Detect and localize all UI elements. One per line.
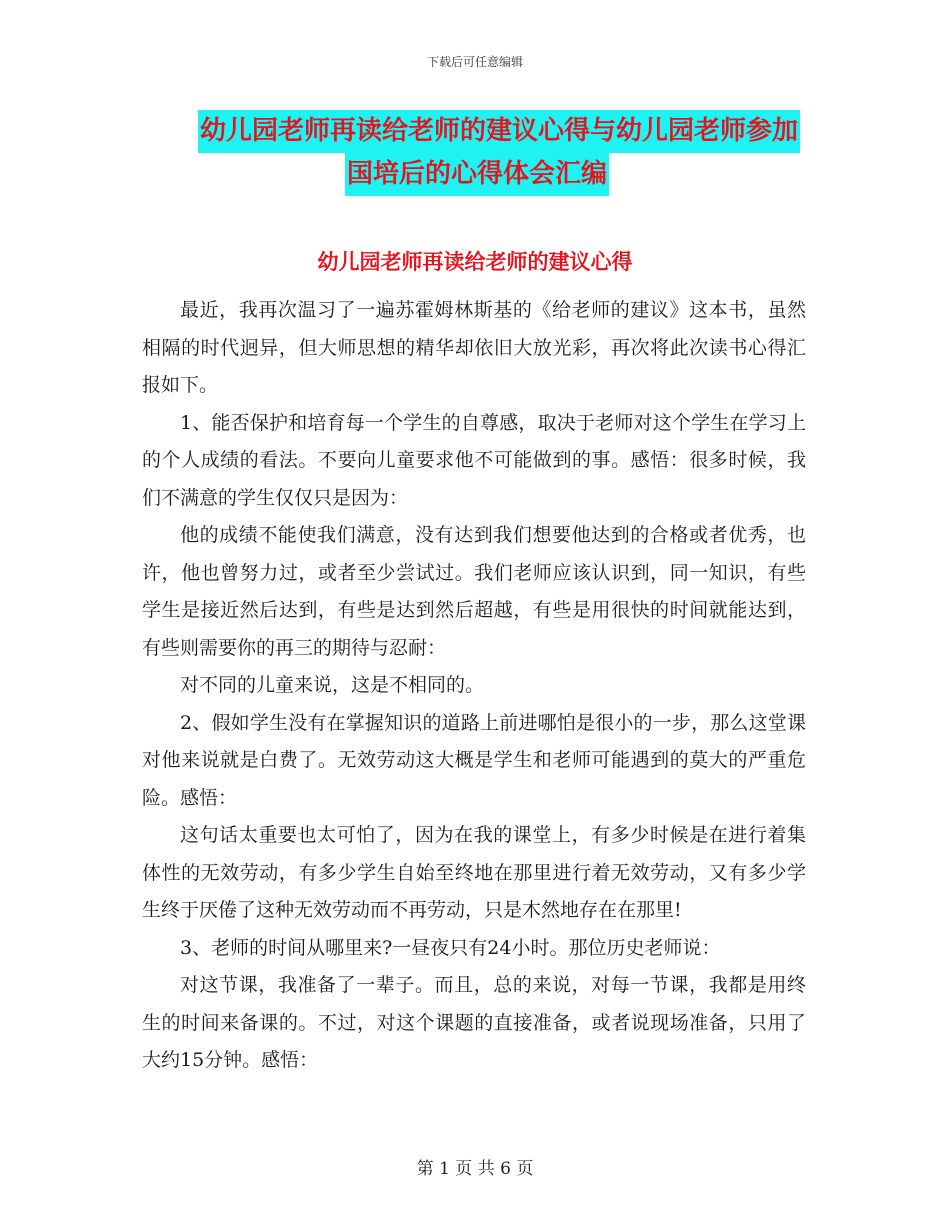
paragraph: 2、假如学生没有在掌握知识的道路上前进哪怕是很小的一步，那么这堂课对他来说就是白费了。无效劳动这大概是学生和老师可能遇到的莫大的严重危险。感悟： [142, 711, 806, 809]
page-footer: 第 1 页 共 6 页 [416, 1159, 534, 1179]
paragraph: 对这节课，我准备了一辈子。而且，总的来说，对每一节课，我都是用终生的时间来备课的。不过，对这个课题的直接准备，或者说现场准备，只用了大约15分钟。感悟： [142, 974, 806, 1071]
section-title: 幼儿园老师再读给老师的建议心得 [317, 249, 633, 274]
paragraph: 最近，我再次温习了一遍苏霍姆林斯基的《给老师的建议》这本书，虽然相隔的时代迥异，但大师思想的精华却依旧大放光彩，再次将此次读书心得汇报如下。 [142, 299, 806, 396]
paragraph: 这句话太重要也太可怕了，因为在我的课堂上，有多少时候是在进行着集体性的无效劳动，有多少学生自始至终地在那里进行着无效劳动，又有多少学生终于厌倦了这种无效劳动而不再劳动，只是木然地存在在那里! [142, 824, 806, 921]
document-title [0, 110, 950, 196]
document-title-line-1: 幼儿园老师再读给老师的建议心得与幼儿园老师参加 [198, 110, 800, 153]
header-note: 下载后可任意编辑 [426, 55, 523, 69]
paragraph: 3、老师的时间从哪里来?一昼夜只有24小时。那位历史老师说： [180, 936, 721, 959]
body-text [142, 292, 806, 1080]
paragraph: 他的成绩不能使我们满意，没有达到我们想要他达到的合格或者优秀，也许，他也曾努力过，或者至少尝试过。我们老师应该认识到，同一知识，有些学生是接近然后达到，有些是达到然后超越，有些是用很快的时间就能达到，有些则需要你的再三的期待与忍耐： [142, 524, 806, 659]
document-title-line-2: 国培后的心得体会汇编 [345, 153, 609, 196]
paragraph: 对不同的儿童来说，这是不相同的。 [180, 674, 485, 696]
paragraph: 1、能否保护和培育每一个学生的自尊感，取决于老师对这个学生在学习上的个人成绩的看法。不要向儿童要求他不可能做到的事。感悟：很多时候，我们不满意的学生仅仅只是因为： [142, 411, 806, 509]
